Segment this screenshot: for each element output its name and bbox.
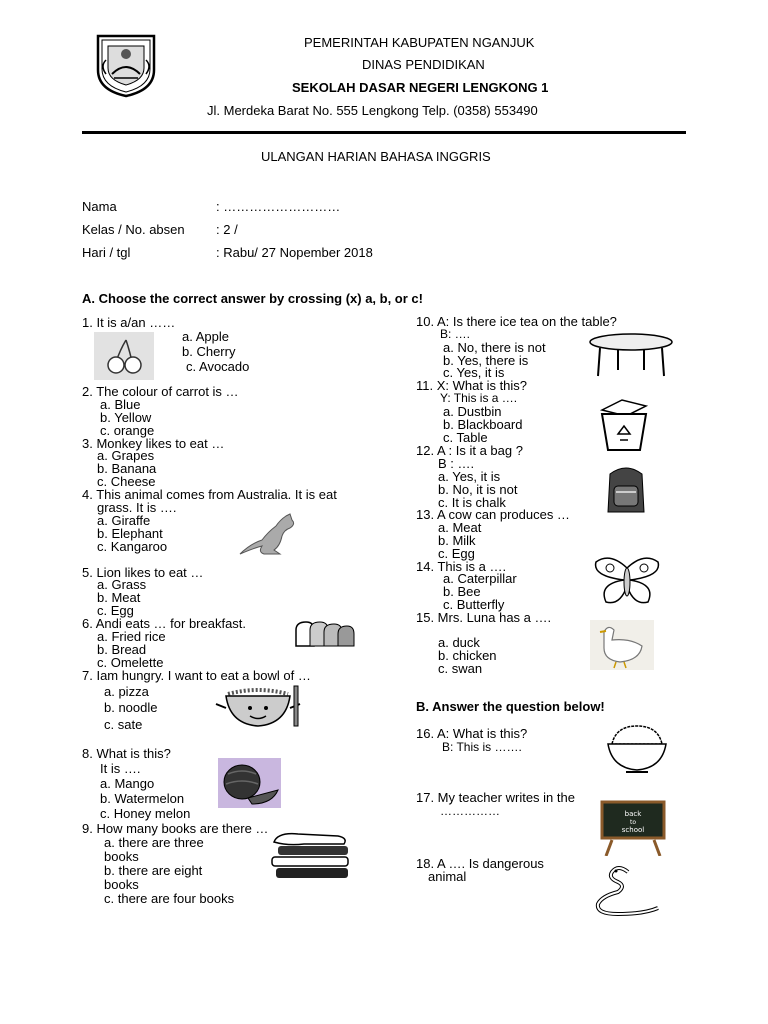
question-17-cont: …………… (440, 804, 500, 818)
header-address: Jl. Merdeka Barat No. 555 Lengkong Telp. (0358) 553490 (207, 103, 538, 118)
q4-option-c[interactable]: c. Kangaroo (97, 539, 168, 554)
rice-bowl-image (604, 722, 670, 778)
q3-option-c[interactable]: c. Cheese (97, 474, 156, 489)
question-4: 4. This animal comes from Australia. It is eat (82, 487, 337, 502)
q15-option-b[interactable]: b. chicken (438, 648, 497, 663)
question-13: 13. A cow can produces … (416, 507, 570, 522)
backpack-image (602, 462, 650, 516)
blackboard-image (598, 800, 668, 856)
question-14: 14. This is a …. (416, 559, 507, 574)
q1-option-b[interactable]: b. Cherry (182, 344, 236, 359)
question-10: 10. A: Is there ice tea on the table? (416, 314, 617, 329)
q15-option-c[interactable]: c. swan (438, 661, 483, 676)
q12-option-c[interactable]: c. It is chalk (438, 495, 506, 510)
question-11: 11. X: What is this? (416, 378, 528, 393)
question-16: 16. A: What is this? (416, 726, 528, 741)
hari-value: : Rabu/ 27 Nopember 2018 (216, 245, 373, 260)
q9-option-a-cont: books (104, 849, 139, 864)
q9-option-b-cont: books (104, 877, 139, 892)
question-1: 1. It is a/an …… (82, 315, 176, 330)
header-divider (82, 131, 686, 134)
q2-option-a[interactable]: a. Blue (100, 397, 141, 412)
q5-option-c[interactable]: c. Egg (97, 603, 134, 618)
kelas-value: : 2 / (216, 222, 238, 237)
question-15: 15. Mrs. Luna has a …. (416, 610, 552, 625)
watermelon-image (218, 758, 281, 808)
q2-option-b[interactable]: b. Yellow (100, 410, 152, 425)
question-12-cont: B : …. (438, 456, 475, 471)
q12-option-a[interactable]: a. Yes, it is (438, 469, 501, 484)
q5-option-a[interactable]: a. Grass (97, 577, 147, 592)
q3-option-a[interactable]: a. Grapes (97, 448, 155, 463)
question-12: 12. A : Is it a bag ? (416, 443, 523, 458)
q1-option-c[interactable]: c. Avocado (186, 359, 250, 374)
svg-text:back: back (624, 810, 642, 818)
q8-option-c[interactable]: c. Honey melon (100, 806, 191, 821)
question-3: 3. Monkey likes to eat … (82, 436, 225, 451)
question-2: 2. The colour of carrot is … (82, 384, 239, 399)
q1-option-a[interactable]: a. Apple (182, 329, 229, 344)
bread-image (292, 618, 356, 650)
q4-option-b[interactable]: b. Elephant (97, 526, 163, 541)
q13-option-c[interactable]: c. Egg (438, 546, 475, 561)
svg-text:to: to (629, 819, 637, 826)
snake-image (588, 862, 664, 918)
q14-option-c[interactable]: c. Butterfly (443, 597, 505, 612)
q9-option-a[interactable]: a. there are three (104, 835, 204, 850)
q6-option-c[interactable]: c. Omelette (97, 655, 164, 670)
question-18-cont: animal (428, 869, 467, 884)
question-10-cont: B: …. (440, 327, 471, 341)
q5-option-b[interactable]: b. Meat (97, 590, 141, 605)
question-18: 18. A …. Is dangerous (416, 856, 544, 871)
question-6: 6. Andi eats … for breakfast. (82, 616, 247, 631)
section-b-title: B. Answer the question below! (416, 699, 605, 714)
q10-option-a[interactable]: a. No, there is not (443, 340, 546, 355)
question-8: 8. What is this? (82, 746, 171, 761)
nama-label: Nama (82, 199, 117, 214)
q11-option-c[interactable]: c. Table (443, 430, 488, 445)
q4-option-a[interactable]: a. Giraffe (97, 513, 151, 528)
q11-option-a[interactable]: a. Dustbin (443, 404, 502, 419)
svg-text:school: school (621, 826, 645, 834)
table-image (588, 330, 674, 384)
cherry-image (94, 332, 154, 380)
question-8-cont: It is …. (100, 761, 141, 776)
butterfly-image (590, 554, 664, 608)
books-image (268, 830, 354, 882)
q13-option-a[interactable]: a. Meat (438, 520, 482, 535)
question-5: 5. Lion likes to eat … (82, 565, 204, 580)
q10-option-b[interactable]: b. Yes, there is (443, 353, 529, 368)
q14-option-b[interactable]: b. Bee (443, 584, 481, 599)
page-title: ULANGAN HARIAN BAHASA INGGRIS (261, 149, 491, 164)
q6-option-a[interactable]: a. Fried rice (97, 629, 166, 644)
q9-option-c[interactable]: c. there are four books (104, 891, 235, 906)
q7-option-b[interactable]: b. noodle (104, 700, 158, 715)
q2-option-c[interactable]: c. orange (100, 423, 155, 438)
q14-option-a[interactable]: a. Caterpillar (443, 571, 517, 586)
q7-option-a[interactable]: a. pizza (104, 684, 149, 699)
q9-option-b[interactable]: b. there are eight (104, 863, 203, 878)
question-7: 7. Iam hungry. I want to eat a bowl of … (82, 668, 311, 683)
q12-option-b[interactable]: b. No, it is not (438, 482, 518, 497)
duck-image (590, 620, 654, 670)
question-17: 17. My teacher writes in the (416, 790, 575, 805)
header-department: DINAS PENDIDIKAN (362, 57, 485, 72)
header-government: PEMERINTAH KABUPATEN NGANJUK (304, 35, 535, 50)
kangaroo-image (234, 512, 300, 556)
question-16-cont: B: This is ……. (442, 740, 522, 754)
regency-logo (92, 30, 160, 98)
q3-option-b[interactable]: b. Banana (97, 461, 157, 476)
kelas-label: Kelas / No. absen (82, 222, 185, 237)
dustbin-image (594, 396, 654, 454)
q11-option-b[interactable]: b. Blackboard (443, 417, 523, 432)
q10-option-c[interactable]: c. Yes, it is (443, 365, 505, 380)
question-9: 9. How many books are there … (82, 821, 269, 836)
section-a-title: A. Choose the correct answer by crossing (x) a, b, or c! (82, 291, 423, 306)
q15-option-a[interactable]: a. duck (438, 635, 480, 650)
question-11-cont: Y: This is a …. (440, 391, 518, 405)
question-4-cont: grass. It is …. (97, 500, 177, 515)
q7-option-c[interactable]: c. sate (104, 717, 143, 732)
hari-label: Hari / tgl (82, 245, 131, 260)
q13-option-b[interactable]: b. Milk (438, 533, 476, 548)
q8-option-b[interactable]: b. Watermelon (100, 791, 185, 806)
noodle-bowl-image (214, 684, 304, 728)
header-school: SEKOLAH DASAR NEGERI LENGKONG 1 (292, 80, 549, 95)
q6-option-b[interactable]: b. Bread (97, 642, 147, 657)
q8-option-a[interactable]: a. Mango (100, 776, 155, 791)
nama-value: : ……………………… (216, 199, 341, 214)
